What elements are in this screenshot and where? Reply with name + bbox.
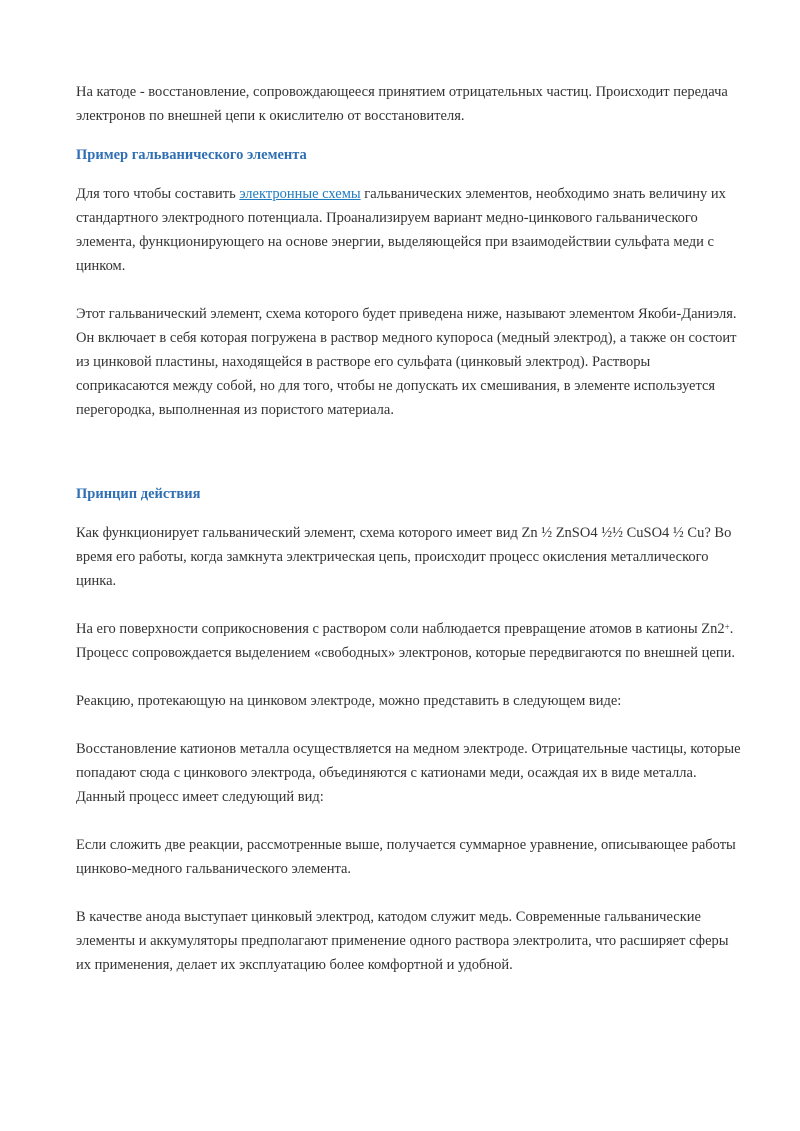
paragraph-zinc-reaction: Реакцию, протекающую на цинковом электроде, можно представить в следующем виде: — [76, 693, 622, 709]
paragraph-jacobi-daniell: Этот гальванический элемент, схема которого будет приведена ниже, называют элементом Якоби-Даниэля. Он включает в себя которая погружена в раствор медного купороса (медный электрод), а также он состоит из цинковой пластины, находящейся в растворе его сульфата (цинковый электрод). Растворы соприкасаются между собой, но для того, чтобы не допускать их смешивания, в элементе используется перегородка, выполненная из пористого материала. — [76, 306, 737, 418]
paragraph-cathode: На катоде - восстановление, сопровождающееся принятием отрицательных частиц. Происходит передача электронов по внешней цепи к окислителю от восстановителя. — [76, 84, 728, 124]
paragraph-text-after-link: гальванических элементов, необходимо знать величину их стандартного электродного потенциала. Проанализируем вариант медно-цинкового гальванического элемента, функционирующего на основе энергии, выделяющейся при взаимодействии сульфата меди с цинком. — [76, 186, 726, 274]
paragraph-electronic-schemes — [76, 182, 744, 278]
ion-charge-sup: + — [724, 622, 730, 632]
paragraph-how-it-works: Как функционирует гальванический элемент, схема которого имеет вид Zn ½ ZnSO4 ½½ CuSO4 ½ Cu? Во время его работы, когда замкнута электрическая цепь, происходит процесс окисления металлического цинка. — [76, 525, 732, 589]
heading-galvanic-example: Пример гальванического элемента — [76, 147, 307, 163]
paragraph-text-before-link: Для того чтобы составить — [76, 186, 240, 202]
paragraph-zinc-cations — [76, 617, 744, 665]
paragraph-text-electrons: . Процесс сопровождается выделением «свободных» электронов, которые передвигаются по внешней цепи. — [76, 621, 735, 661]
paragraph-copper-reduction: Восстановление катионов металла осуществляется на медном электроде. Отрицательные частицы, которые попадают сюда с цинкового электрода, объединяются с катионами меди, осаждая их в виде металла. Данный процесс имеет следующий вид: — [76, 741, 741, 805]
heading-principle: Принцип действия — [76, 486, 201, 502]
paragraph-text-cations: На его поверхности соприкосновения с раствором соли наблюдается превращение атомов в катионы Zn2 — [76, 621, 725, 637]
electronic-schemes-link[interactable]: электронные схемы — [239, 186, 361, 202]
article — [76, 80, 744, 977]
paragraph-anode-cathode: В качестве анода выступает цинковый электрод, катодом служит медь. Современные гальванические элементы и аккумуляторы предполагают применение одного раствора электролита, что расширяет сферы их применения, делает их эксплуатацию более комфортной и удобной. — [76, 909, 729, 973]
paragraph-summary-equation: Если сложить две реакции, рассмотренные выше, получается суммарное уравнение, описывающее работы цинково-медного гальванического элемента. — [76, 837, 736, 877]
